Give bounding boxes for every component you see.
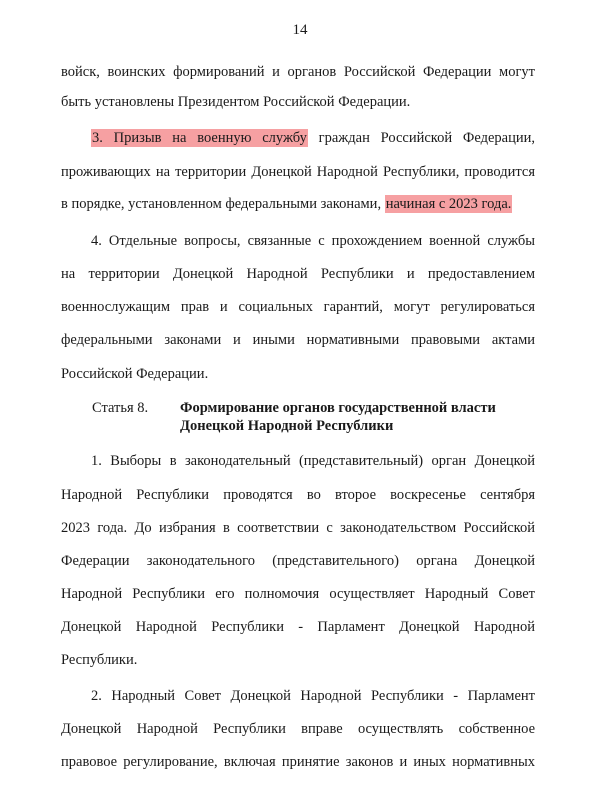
text-line: Донецкой Народной Республики вправе осуществлять собственное — [61, 721, 535, 737]
point-3-line — [61, 194, 535, 214]
text-line: военнослужащим прав и социальных гарантий, могут регулироваться — [61, 299, 535, 315]
text-line: 1. Выборы в законодательный (представительный) орган Донецкой — [91, 453, 535, 469]
text-span: граждан Российской Федерации, — [307, 130, 535, 146]
article-title-line: Формирование органов государственной власти — [180, 400, 496, 416]
text-line: Народной Республики его полномочия осуществляет Народный Совет — [61, 586, 535, 602]
article-title-line: Донецкой Народной Республики — [180, 418, 394, 434]
page-number: 14 — [292, 22, 308, 38]
text-line: федеральными законами и иными нормативными правовыми актами — [61, 332, 535, 348]
point-3-line — [91, 128, 535, 148]
text-line: Республики. — [61, 652, 138, 668]
highlight: начиная с 2023 года. — [385, 196, 512, 212]
article-label: Статья 8. — [92, 400, 149, 416]
text-line: 4. Отдельные вопросы, связанные с прохождением военной службы — [91, 233, 535, 249]
text-line: на территории Донецкой Народной Республики и предоставлением — [61, 266, 535, 282]
text-line: Федерации законодательного (представительного) органа Донецкой — [61, 553, 535, 569]
text-span: в порядке, установленном федеральными законами, — [61, 196, 385, 212]
text-line: войск, воинских формирований и органов Российской Федерации могут — [61, 64, 535, 80]
text-line: проживающих на территории Донецкой Народной Республики, проводится — [61, 164, 535, 180]
text-line: Российской Федерации. — [61, 366, 209, 382]
text-line: Народной Республики проводятся во второе воскресенье сентября — [61, 487, 535, 503]
text-line: быть установлены Президентом Российской Федерации. — [61, 94, 411, 110]
text-line: правовое регулирование, включая принятие законов и иных нормативных — [61, 754, 535, 770]
text-line: Донецкой Народной Республики - Парламент Донецкой Народной — [61, 619, 535, 635]
text-line: 2. Народный Совет Донецкой Народной Республики - Парламент — [91, 688, 535, 704]
highlight: 3. Призыв на военную службу — [92, 130, 307, 146]
text-line: 2023 года. До избрания в соответствии с законодательством Российской — [61, 520, 535, 536]
